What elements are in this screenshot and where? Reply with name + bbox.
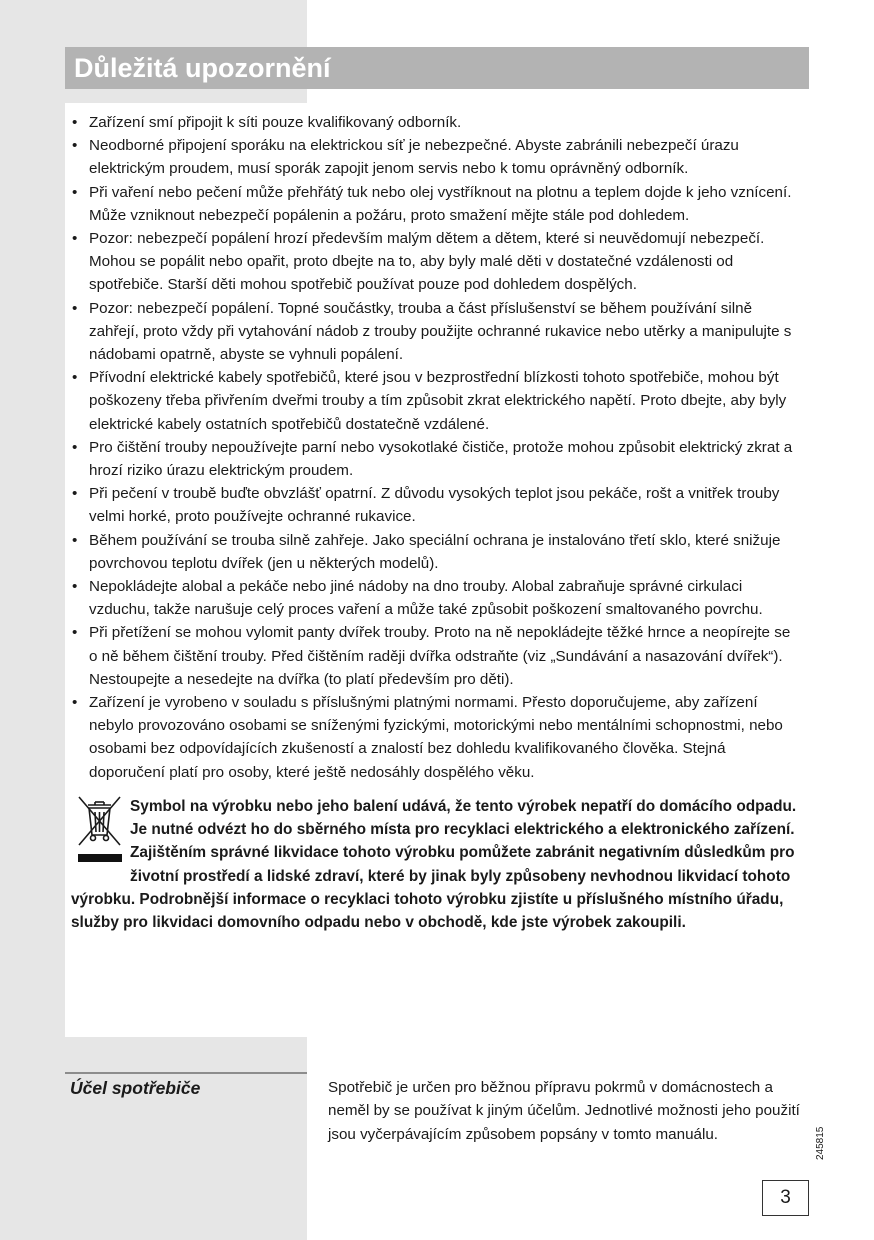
- title-bar: [65, 47, 809, 89]
- warnings-list: [65, 103, 809, 784]
- list-item: • Při pečení v troubě buďte obvzlášť opatrní. Z důvodu vysokých teplot jsou pekáče, rošt a vnitřek trouby velmi horké, proto používejte ochranné rukavice.: [65, 482, 809, 528]
- section-divider: [65, 1072, 307, 1074]
- section-body: Spotřebič je určen pro běžnou přípravu pokrmů v domácnostech a neměl by se používat k jiným účelům. Jednotlivé možnosti jeho použití jsou vyčerpávajícím způsobem popsány v tomto manuálu.: [328, 1079, 800, 1143]
- crossed-out-bin-icon: [71, 793, 126, 871]
- list-item: • Pozor: nebezpečí popálení. Topné součástky, trouba a část příslušenství se během používání silně zahřejí, proto vždy při vytahování nádob z trouby použijte ochranné rukavice nebo utěrky a manipulujte s nádobami opatrně, abyste se vyhnuli popálení.: [65, 297, 809, 367]
- list-item: • Pro čištění trouby nepoužívejte parní nebo vysokotlaké čističe, protože mohou způsobit elektrický zkrat a hrozí riziko úrazu elektrickým proudem.: [65, 436, 809, 482]
- list-item: • Přívodní elektrické kabely spotřebičů, které jsou v bezprostřední blízkosti tohoto spotřebiče, mohou být poškozeny třeba přivřením dveřmi trouby a tím způsobit zkrat elektrického napětí. Proto dbejte, aby byly elektrické kabely ostatních spotřebičů dostatečně vzdálené.: [65, 366, 809, 436]
- warnings-panel: [65, 103, 809, 1037]
- recycling-text: Symbol na výrobku nebo jeho balení udává, že tento výrobek nepatří do domácího odpadu. Je nutné odvézt ho do sběrného místa pro recyklaci elektrického a elektronického zařízení. Zajištěním správné likvidace tohoto výrobku pomůžete zabránit negativním důsledkům pro životní prostředí a lidské zdraví, které by jinak byly způsobeny nevhodnou likvidací tohoto výrobku. Podrobnější informace o recyklaci tohoto výrobku zjistíte u příslušného místního úřadu, služby pro likvidaci domovního odpadu nebo v obchodě, kde jste výrobek zakoupili.: [71, 797, 797, 931]
- list-item: • Během používání se trouba silně zahřeje. Jako speciální ochrana je instalováno třetí sklo, které snižuje povrchovou teplotu dvířek (jen u některých modelů).: [65, 529, 809, 575]
- section-title: Účel spotřebiče: [70, 1078, 201, 1098]
- page-number: 3: [762, 1180, 809, 1216]
- list-item: • Při přetížení se mohou vylomit panty dvířek trouby. Proto na ně nepokládejte těžké hrnce a neopírejte se o ně během čištění trouby. Před čištěním raději dvířka odstraňte (viz „Sundávání a nasazování dvířek“). Nestoupejte a nesedejte na dvířka (to platí především pro děti).: [65, 621, 809, 691]
- recycling-notice: [65, 795, 809, 934]
- list-item: • Pozor: nebezpečí popálení hrozí především malým dětem a dětem, které si neuvědomují nebezpečí. Mohou se popálit nebo opařit, proto dbejte na to, aby byly malé děti v dostatečné vzdálenosti od spotřebiče. Starší děti mohou spotřebič používat pouze pod dohledem dospělých.: [65, 227, 809, 297]
- list-item: • Nepokládejte alobal a pekáče nebo jiné nádoby na dno trouby. Alobal zabraňuje správné cirkulaci vzduchu, takže narušuje celý proces vaření a může také způsobit poškození smaltovaného povrchu.: [65, 575, 809, 621]
- list-item: • Zařízení je vyrobeno v souladu s příslušnými platnými normami. Přesto doporučujeme, aby zařízení nebylo provozováno osobami se sníženými fyzickými, motorickými nebo mentálními schopnostmi, nebo osobami bez odpovídajících zkušeností a znalostí bez dohledu kvalifikovaného člověka. Stejná doporučení platí pro osoby, které ještě nedosáhly dospělého věku.: [65, 691, 809, 784]
- list-item: • Při vaření nebo pečení může přehřátý tuk nebo olej vystříknout na plotnu a teplem dojde k jeho vznícení. Může vzniknout nebezpečí popálenin a požáru, proto smažení mějte stále pod dohledem.: [65, 181, 809, 227]
- page-title: Důležitá upozornění: [74, 53, 331, 83]
- list-item: • Zařízení smí připojit k síti pouze kvalifikovaný odborník.: [65, 111, 809, 134]
- document-code: 245815: [815, 1126, 826, 1160]
- list-item: • Neodborné připojení sporáku na elektrickou síť je nebezpečné. Abyste zabránili nebezpečí úrazu elektrickým proudem, musí sporák zapojit jenom servis nebo k tomu oprávněný odborník.: [65, 134, 809, 180]
